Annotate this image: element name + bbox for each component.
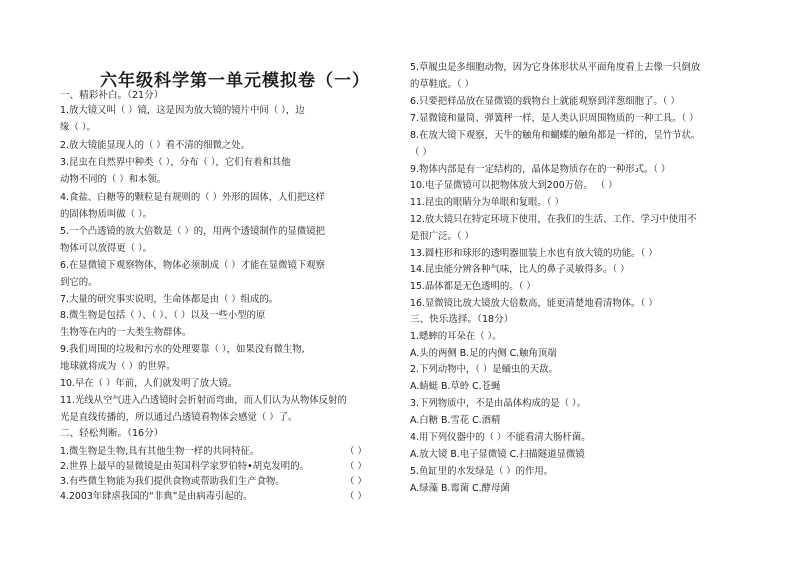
right_column-line: （ ） (410, 147, 432, 158)
left_brackets-line: （ ） (345, 476, 367, 487)
left_column-line: 缘（ ）。 (60, 122, 96, 133)
right_column-line: A.放大镜 B.电子显微镜 C.扫描隧道显微镜 (410, 449, 585, 460)
left_column-line: 1.放大镜又叫（ ）镜，这是因为放大镜的镜片中间（ ），边 (60, 105, 305, 116)
right_column-line: A.头的两侧 B.足的内侧 C.触角顶端 (410, 348, 557, 359)
left_column-line: 4.2003年肆虐我国的“非典”是由病毒引起的。 (60, 491, 253, 502)
left_brackets-line: （ ） (345, 461, 367, 472)
left_column-line: 5.一个凸透镜的放大倍数是（ ）的，用两个透镜制作的显微镜把 (60, 226, 326, 237)
left_column-line: 11.光线从空气进入凸透镜时会折射而弯曲，而人们认为从物体反射的 (60, 395, 347, 406)
right_column-line: 11.昆虫的眼睛分为单眼和复眼。（ ） (410, 197, 564, 208)
left_column-line: 4.食盐、白糖等的颗粒是有规则的（ ）外形的固体，人们把这样 (60, 192, 326, 203)
right_column-line: A.蜻蜓 B.草蛉 C.苍蝇 (410, 381, 501, 392)
left_column-line: 到它的。 (60, 277, 98, 288)
right_column-line: 5.鱼缸里的水发绿是（ ）的作用。 (410, 466, 554, 477)
right_column-line: 是很广泛。（ ） (410, 231, 474, 242)
right_column-line: 12.放大镜只在特定环境下使用，在我们的生活、工作、学习中使用不 (410, 214, 697, 225)
right_column-line: 13.圆柱形和球形的透明器皿装上水也有放大镜的功能。（ ） (410, 248, 658, 259)
right_column-line: A.绿藻 B.霉菌 C.酵母菌 (410, 483, 510, 494)
left_column-line: 9.我们周围的垃圾和污水的处理要靠（ ），如果没有微生物, (60, 344, 305, 355)
left_brackets-line: （ ） (345, 446, 367, 457)
right_column-line: 9.物体内部是有一定结构的，晶体是物质存在的一种形式。（ ） (410, 164, 671, 175)
right_column-line: 8.在放大镜下观察，天牛的触角和蝴蝶的触角都是一样的，呈竹节状。 (410, 130, 701, 141)
left_column-line: 地球就将成为（ ）的世界。 (60, 361, 176, 372)
left_brackets-line: （ ） (345, 491, 367, 502)
right_column-line: 16.显微镜比放大镜放大倍数高，能更清楚地看清物体。（ ） (410, 298, 658, 309)
right_column-line: 10.电子显微镜可以把物体放大到200万倍。 （ ） (410, 180, 618, 191)
right_column-line: 6.只要把样品放在显微镜的载物台上就能观察到洋葱细胞了。（ ） (410, 96, 680, 107)
left_column-line: 3.昆虫在自然界中种类（ ），分布（ ），它们有着和其他 (60, 157, 291, 168)
left_column-line: 2.放大镜能显现人的（ ）看不清的细微之处。 (60, 140, 251, 151)
left_column-line: 生物等在内的一大类生物群体。 (60, 327, 192, 338)
right_column-line: A.白糖 B.雪花 C.酒精 (410, 415, 501, 426)
right_column-line: 1.蟋蟀的耳朵在（ ）。 (410, 331, 502, 342)
right_column-line: 3.下列物质中，不是由晶体构成的是（ ）。 (410, 398, 586, 409)
left_column-line: 二、轻松判断。（16分） (60, 428, 164, 439)
right_column-line: 2.下列动物中，（ ）是蛹虫的天敌。 (410, 364, 558, 375)
left_column-line: 10.早在（ ）年前，人们就发明了放大镜。 (60, 378, 238, 389)
left_column-line: 3.有些微生物能为我们提供食物或帮助我们生产食物。 (60, 476, 285, 487)
left_column-line: 6.在显微镜下观察物体，物体必须制成（ ）才能在显微镜下观察 (60, 260, 326, 271)
right_column-line: 14.昆虫能分辨各种气味，比人的鼻子灵敏得多。（ ） (410, 264, 630, 275)
right_column-line: 7.显微镜和量筒、弹簧秤一样，是人类认识周围物质的一种工具。（ ） (410, 113, 699, 124)
left_column-line: 一、精彩补白。（21分） (60, 90, 164, 101)
page-title: 六年级科学第一单元模拟卷（一） (100, 71, 370, 91)
left_column-line: 7.大量的研究事实说明，生命体都是由（ ）组成的。 (60, 294, 279, 305)
right_column-line: 15.晶体都是无色透明的。（ ） (410, 281, 536, 292)
right_column-line: 5.草履虫是多细胞动物，因为它身体形状从平面角度看上去像一只倒放 (410, 62, 701, 73)
left_column-line: 光是直线传播的，所以通过凸透镜看物体会感觉（ ）了。 (60, 412, 298, 423)
left_column-line: 1.微生物是生物,具有其他生物一样的共同特征。 (60, 446, 260, 457)
left_column-line: 2.世界上最早的显微镜是由英国科学家罗伯特•胡克发明的。 (60, 461, 309, 472)
right_column-line: 的草鞋底。（ ） (410, 79, 474, 90)
left_column-line: 物体可以放得更（ ）。 (60, 243, 153, 254)
right_column-line: 4.用下列仪器中的（ ）不能看清大肠杆菌。 (410, 432, 591, 443)
left_column-line: 8.微生物是包括（ ）、（ ）、（ ）以及一些小型的原 (60, 310, 266, 321)
left_column-line: 动物不同的（ ）和本领。 (60, 174, 167, 185)
right_column-line: 三、快乐选择。（18分） (410, 314, 514, 325)
left_column-line: 的固体物质叫做（ ）。 (60, 209, 153, 220)
